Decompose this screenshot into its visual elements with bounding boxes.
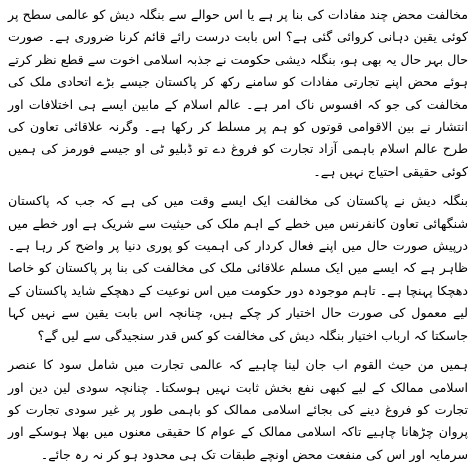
article-paragraph: ہمیں من حیث القوم اب جان لینا چاہیے کہ عالمی تجارت میں شامل سود کا عنصر اسلامی ممالک کے لیے کبھی نفع بخش ثابت نہیں ہوسکتا۔ چنانچہ سودی لین دین اور تجارت کو فروغ دینے کی بجائے اسلامی ممالک کو باہمی طور پر غیر سودی تجارت کو پروان چڑھانا چاہیے تاکہ اسلامی ممالک کے عوام کا حقیقی معنوں میں بھلا ہوسکے اور سرمایہ اور اس کی منفعت محض اونچے طبقات تک ہی محدود ہو کر نہ رہ جائے۔ bbox=[8, 357, 468, 462]
article-paragraph: مخالفت محض چند مفادات کی بنا پر ہے یا اس حوالے سے بنگلہ دیش کو عالمی سطح پر کوئی یقین دہانی کروائی گئی ہے؟ اس بابت درست رائے قائم کرنا ضروری ہے۔ صورت حال بہر حال یہ بھی ہو، بنگلہ دیشی حکومت نے جذبہ اسلامی اخوت سے قطع نظر کرتے ہوئے محض اپنے تجارتی مفادات کو سامنے رکھ کر پاکستان جیسے بڑے اتحادی ملک کی مخالفت کی جو کہ افسوس ناک امر ہے۔ عالم اسلام کے مابین ایسے ہی اختلافات اور انتشار نے بین الاقوامی قوتوں کو ہم پر مسلط کر رکھا ہے۔ وگرنہ علاقائی تعاون کی طرح عالم اسلام باہمی آزاد تجارت کو فروغ دے تو ڈبلیو ٹی او جیسے فورمز کی ہمیں کوئی حقیقی احتیاج نہیں ہے۔ bbox=[8, 7, 468, 179]
article-paragraph: بنگلہ دیش نے پاکستان کی مخالفت ایک ایسے وقت میں کی ہے کہ جب کہ پاکستان شنگھائی تعاون کانفرنس میں خطے کے اہم ملک کی حیثیت سے شریک ہے اور خطے میں درپیش صورت حال میں اپنے فعال کردار کی اہمیت کو پوری دنیا پر واضح کر رہا ہے۔ ظاہر ہے کہ ایسے میں ایک مسلم علاقائی ملک کی مخالفت کی بنا پر پاکستان کو خاصا دھچکا پہنچا ہے۔ تاہم موجودہ دور حکومت میں اس نوعیت کے دھچکے شاید پاکستان کے لیے معمول کی صورت حال اختیار کر چکے ہیں، چنانچہ اس بابت یقین سے نہیں کہا جاسکتا کہ ارباب اختیار بنگلہ دیش کی مخالفت کو کس قدر سنجیدگی سے لیں گے؟ bbox=[8, 193, 468, 343]
